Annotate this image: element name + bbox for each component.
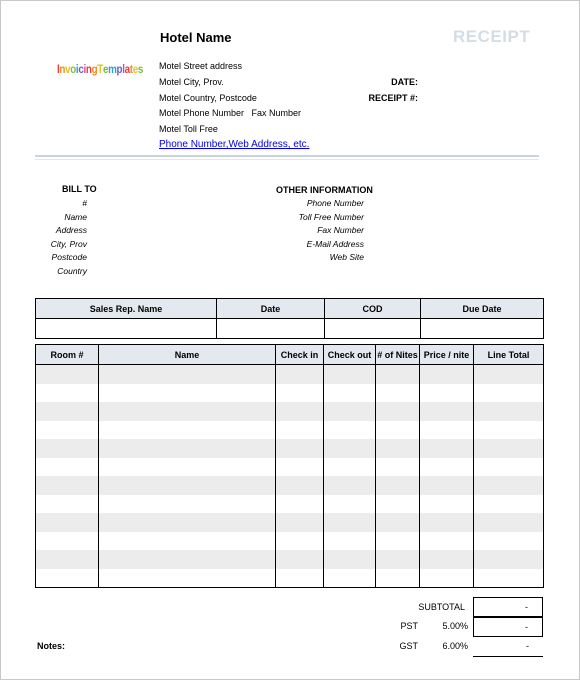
item-cell[interactable] [324,439,376,458]
subtotal-value[interactable]: - [473,597,543,617]
due-date-header: Due Date [421,299,544,319]
item-cell[interactable] [376,569,420,588]
date-cell[interactable] [217,319,325,339]
item-cell[interactable] [324,421,376,440]
item-cell[interactable] [99,439,276,458]
item-cell[interactable] [36,550,99,569]
room-header: Room # [36,345,99,365]
gst-label: GST [399,641,418,651]
items-body [36,365,544,588]
item-cell[interactable] [474,569,544,588]
bill-to-address: Address [55,225,87,235]
other-email: E-Mail Address [306,239,364,249]
item-cell[interactable] [376,495,420,514]
subtotal-label: SUBTOTAL [418,602,465,612]
table-row [36,513,544,532]
item-cell[interactable] [474,439,544,458]
bill-to-name: Name [64,212,87,222]
item-cell[interactable] [376,476,420,495]
item-cell[interactable] [474,495,544,514]
gst-value[interactable]: - [473,637,543,657]
other-toll-free: Toll Free Number [298,212,364,222]
pst-label: PST [400,621,418,631]
item-cell[interactable] [36,513,99,532]
item-cell[interactable] [474,532,544,551]
date-label: DATE: [391,77,418,87]
item-cell[interactable] [420,550,474,569]
item-cell[interactable] [324,458,376,477]
item-cell[interactable] [276,458,324,477]
table-row [36,569,544,588]
table-row [36,550,544,569]
table-row [36,402,544,421]
table-row [36,421,544,440]
item-cell[interactable] [36,402,99,421]
item-cell[interactable] [36,365,99,384]
item-cell[interactable] [99,495,276,514]
other-fax: Fax Number [317,225,364,235]
item-cell[interactable] [324,476,376,495]
sales-rep-header: Sales Rep. Name [36,299,217,319]
invoicing-templates-logo: InvoicingTemplates [57,62,144,76]
check-out-header: Check out [324,345,376,365]
header-divider-thin [35,159,539,160]
item-cell[interactable] [420,495,474,514]
item-cell[interactable] [420,421,474,440]
item-cell[interactable] [474,421,544,440]
item-cell[interactable] [376,421,420,440]
other-website: Web Site [329,252,364,262]
sales-table [35,298,544,339]
item-cell[interactable] [276,439,324,458]
item-cell[interactable] [276,513,324,532]
pst-value[interactable]: - [473,617,543,637]
address-city: Motel City, Prov. [159,77,224,87]
bill-to-city: City, Prov [50,239,87,249]
other-info-heading: OTHER INFORMATION [276,185,373,195]
item-cell[interactable] [324,402,376,421]
receipt-title: RECEIPT [453,27,531,46]
item-cell[interactable] [474,365,544,384]
address-country: Motel Country, Postcode [159,93,257,103]
item-cell[interactable] [376,458,420,477]
item-cell[interactable] [36,569,99,588]
cod-header: COD [325,299,421,319]
item-cell[interactable] [36,476,99,495]
notes-label: Notes: [37,641,66,651]
item-cell[interactable] [474,384,544,403]
table-row [36,458,544,477]
item-cell[interactable] [99,569,276,588]
item-cell[interactable] [420,513,474,532]
receipt-number-label: RECEIPT #: [368,93,418,103]
table-row [36,476,544,495]
item-cell[interactable] [474,458,544,477]
pst-rate: 5.00% [442,621,468,631]
item-cell[interactable] [99,421,276,440]
contact-link[interactable]: Phone Number,Web Address, etc. [159,139,310,150]
name-header: Name [99,345,276,365]
table-row [36,495,544,514]
item-cell[interactable] [376,439,420,458]
item-cell[interactable] [99,458,276,477]
price-header: Price / nite [420,345,474,365]
item-cell[interactable] [324,365,376,384]
item-cell[interactable] [99,550,276,569]
address-street: Motel Street address [159,61,243,71]
address-phone-fax: Motel Phone Number Fax Number [159,108,302,118]
nites-header: # of Nites [376,345,420,365]
table-row [36,439,544,458]
check-in-header: Check in [276,345,324,365]
item-cell[interactable] [36,495,99,514]
table-row [36,365,544,384]
bill-to-number: # [82,198,87,208]
item-cell[interactable] [474,550,544,569]
item-cell[interactable] [376,402,420,421]
table-row [36,532,544,551]
bill-to-country: Country [57,266,87,276]
bill-to-postcode: Postcode [51,252,87,262]
item-cell[interactable] [324,513,376,532]
item-cell[interactable] [376,365,420,384]
item-cell[interactable] [276,550,324,569]
item-cell[interactable] [324,550,376,569]
item-cell[interactable] [36,532,99,551]
item-cell[interactable] [276,495,324,514]
item-cell[interactable] [420,476,474,495]
item-cell[interactable] [420,402,474,421]
item-cell[interactable] [99,402,276,421]
table-row [36,384,544,403]
item-cell[interactable] [99,532,276,551]
item-cell[interactable] [99,513,276,532]
address-toll-free: Motel Toll Free [159,124,218,134]
item-cell[interactable] [420,439,474,458]
item-cell[interactable] [420,365,474,384]
item-cell[interactable] [99,365,276,384]
item-cell[interactable] [376,384,420,403]
item-cell[interactable] [324,532,376,551]
item-cell[interactable] [420,384,474,403]
item-cell[interactable] [376,550,420,569]
sales-rep-cell[interactable] [36,319,217,339]
item-cell[interactable] [420,569,474,588]
item-cell[interactable] [276,365,324,384]
item-cell[interactable] [36,458,99,477]
item-cell[interactable] [420,458,474,477]
other-phone: Phone Number [306,198,364,208]
items-table [35,344,544,588]
item-cell[interactable] [420,532,474,551]
item-cell[interactable] [324,495,376,514]
line-total-header: Line Total [474,345,544,365]
item-cell[interactable] [376,513,420,532]
bill-to-heading: BILL TO [62,184,97,194]
item-cell[interactable] [276,384,324,403]
item-cell[interactable] [276,421,324,440]
item-cell[interactable] [376,532,420,551]
gst-rate: 6.00% [442,641,468,651]
item-cell[interactable] [474,402,544,421]
item-cell[interactable] [99,476,276,495]
item-cell[interactable] [276,402,324,421]
cod-cell[interactable] [325,319,421,339]
item-cell[interactable] [324,384,376,403]
item-cell[interactable] [474,513,544,532]
item-cell[interactable] [276,532,324,551]
item-cell[interactable] [99,384,276,403]
item-cell[interactable] [324,569,376,588]
item-cell[interactable] [36,384,99,403]
item-cell[interactable] [36,421,99,440]
item-cell[interactable] [276,476,324,495]
date-header: Date [217,299,325,319]
item-cell[interactable] [36,439,99,458]
item-cell[interactable] [474,476,544,495]
item-cell[interactable] [276,569,324,588]
hotel-name: Hotel Name [160,30,232,45]
header-divider [35,155,539,157]
due-date-cell[interactable] [421,319,544,339]
